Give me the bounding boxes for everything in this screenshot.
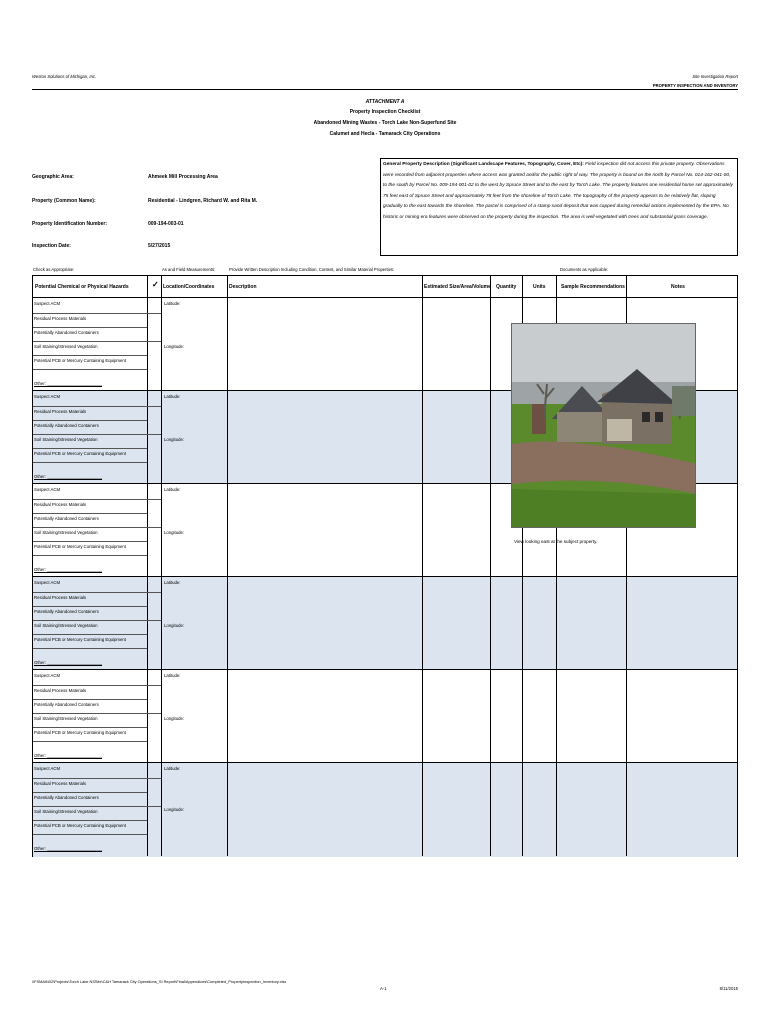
hazard-pcb-mercury: Potential PCB or Mercury Containing Equipment bbox=[34, 358, 126, 363]
hazard-abandoned-containers: Potentially Abandoned Containers bbox=[34, 702, 99, 707]
hazard-row-rule bbox=[33, 806, 161, 807]
col-size-header: Estimated Size/Area/Volume bbox=[424, 284, 491, 290]
group-divider bbox=[33, 669, 737, 670]
hazard-suspect-acm: Suspect ACM bbox=[34, 301, 61, 306]
property-id-value: 009-194-003-01 bbox=[148, 221, 184, 227]
col-location-header: Location/Coordinates bbox=[163, 284, 215, 290]
hazard-row-rule bbox=[33, 434, 161, 435]
report-subtitle: PROPERTY INSPECTION AND INVENTORY bbox=[652, 83, 738, 88]
inspection-date-value: 5/27/2015 bbox=[148, 243, 171, 249]
longitude-label: Longitude: bbox=[164, 344, 185, 349]
documents-applicable-label: Documents as Applicable: bbox=[560, 267, 609, 272]
hazard-abandoned-containers: Potentially Abandoned Containers bbox=[34, 423, 99, 428]
hazard-row-rule bbox=[33, 713, 161, 714]
header-rule bbox=[32, 89, 738, 90]
hazard-pcb-mercury: Potential PCB or Mercury Containing Equipment bbox=[34, 730, 126, 735]
hazard-row-rule bbox=[33, 648, 147, 649]
hazard-row-rule bbox=[33, 620, 161, 621]
header-divider bbox=[33, 297, 737, 298]
col-description-header: Description bbox=[229, 284, 257, 290]
hazard-row-rule bbox=[33, 341, 161, 342]
hazard-abandoned-containers: Potentially Abandoned Containers bbox=[34, 795, 99, 800]
group-divider bbox=[33, 762, 737, 763]
hazard-suspect-acm: Suspect ACM bbox=[34, 394, 61, 399]
hazard-row-rule bbox=[33, 327, 147, 328]
longitude-label: Longitude: bbox=[164, 807, 185, 812]
col-divider bbox=[147, 276, 148, 856]
hazard-row-rule bbox=[33, 369, 147, 370]
longitude-label: Longitude: bbox=[164, 437, 185, 442]
check-appropriate-label: Check as Appropriate: bbox=[33, 267, 75, 272]
hazard-row-rule bbox=[33, 778, 161, 779]
geo-area-label: Geographic Area: bbox=[32, 174, 74, 180]
footer-page-number: A-1 bbox=[380, 986, 387, 991]
hazard-other: Other: _______________________ bbox=[34, 381, 103, 386]
hazard-abandoned-containers: Potentially Abandoned Containers bbox=[34, 609, 99, 614]
col-sample-header: Sample Recommendations bbox=[561, 284, 625, 290]
hazard-row-rule bbox=[33, 462, 147, 463]
hazard-abandoned-containers: Potentially Abandoned Containers bbox=[34, 330, 99, 335]
hazard-row-rule bbox=[33, 406, 161, 407]
hazard-residual-process: Residual Process Materials bbox=[34, 409, 87, 414]
project-title: Abandoned Mining Wastes - Torch Lake Non-Superfund Site bbox=[313, 120, 457, 126]
row-group-band-4 bbox=[33, 576, 737, 669]
hazard-row-rule bbox=[33, 355, 147, 356]
longitude-label: Longitude: bbox=[164, 623, 185, 628]
hazard-residual-process: Residual Process Materials bbox=[34, 781, 87, 786]
hazard-pcb-mercury: Potential PCB or Mercury Containing Equipment bbox=[34, 823, 126, 828]
hazard-pcb-mercury: Potential PCB or Mercury Containing Equipment bbox=[34, 451, 126, 456]
col-divider bbox=[422, 276, 423, 856]
written-description-label: Provide Written Description Including Condition, Content, and Similar Material Properties: bbox=[229, 267, 395, 272]
col-quantity-header: Quantity bbox=[496, 284, 517, 290]
hazard-row-rule bbox=[33, 741, 147, 742]
latitude-label: Latitude: bbox=[164, 580, 181, 585]
hazard-residual-process: Residual Process Materials bbox=[34, 688, 87, 693]
hazard-abandoned-containers: Potentially Abandoned Containers bbox=[34, 516, 99, 521]
hazard-row-rule bbox=[33, 634, 147, 635]
general-description-text: Field inspection did not access this private property. Observations were recorded from adjacent properties where access was granted and/or the public right of way. The property is bound on the north by Parcel No. 014-162-041-00, to the south by Parcel No. 009-194-001-02 to the west by Spruce Street and to the east by Torch Lake. The property features one residential home set approximately 75 feet east of Spruce Street and approximately 78 feet from the shoreline of Torch Lake. The topography of the property appears to be relatively flat, sloping gradually to the east towards the shoreline. The parcel is comprised of a stamp sand deposit that was capped during remedial actions implemented by the EPA. No historic or mining era features were observed on the property during the inspection. The area is well-vegetated with trees and substantial grass coverage. bbox=[383, 162, 733, 220]
general-description-label: General Property Description (Significant Landscape Features, Topography, Cover, Etc): bbox=[383, 162, 584, 167]
checklist-title: Property Inspection Checklist bbox=[349, 109, 421, 115]
col-divider bbox=[227, 276, 228, 856]
hazard-row-rule bbox=[33, 792, 147, 793]
hazard-soil-staining: Soil Staining/Stressed Vegetation bbox=[34, 344, 98, 349]
footer-date: 8/11/2015 bbox=[719, 986, 738, 991]
geo-area-value: Ahmeek Mill Processing Area bbox=[148, 174, 218, 180]
checkmark-header-icon: ✓ bbox=[152, 280, 159, 289]
row-group-band-6 bbox=[33, 762, 737, 857]
hazard-other: Other: _______________________ bbox=[34, 567, 103, 572]
col-divider bbox=[490, 276, 491, 856]
hazard-residual-process: Residual Process Materials bbox=[34, 502, 87, 507]
hazard-soil-staining: Soil Staining/Stressed Vegetation bbox=[34, 716, 98, 721]
hazard-row-rule bbox=[33, 499, 161, 500]
hazard-row-rule bbox=[33, 592, 161, 593]
hazard-row-rule bbox=[33, 606, 147, 607]
hazard-suspect-acm: Suspect ACM bbox=[34, 487, 61, 492]
hazard-row-rule bbox=[33, 527, 161, 528]
latitude-label: Latitude: bbox=[164, 487, 181, 492]
col-notes-header: Notes bbox=[671, 284, 685, 290]
photo-caption: View looking east at the subject property. bbox=[514, 539, 598, 544]
hazard-pcb-mercury: Potential PCB or Mercury Containing Equipment bbox=[34, 544, 126, 549]
latitude-label: Latitude: bbox=[164, 673, 181, 678]
hazard-soil-staining: Soil Staining/Stressed Vegetation bbox=[34, 437, 98, 442]
hazard-suspect-acm: Suspect ACM bbox=[34, 580, 61, 585]
col-divider bbox=[161, 276, 162, 856]
hazard-other: Other: _______________________ bbox=[34, 753, 103, 758]
hazard-suspect-acm: Suspect ACM bbox=[34, 673, 61, 678]
hazard-residual-process: Residual Process Materials bbox=[34, 316, 87, 321]
hazard-row-rule bbox=[33, 834, 147, 835]
hazard-soil-staining: Soil Staining/Stressed Vegetation bbox=[34, 623, 98, 628]
attachment-title: ATTACHMENT A bbox=[365, 99, 405, 105]
hazard-residual-process: Residual Process Materials bbox=[34, 595, 87, 600]
house-photo-illustration bbox=[512, 324, 696, 528]
general-description-box bbox=[380, 158, 738, 256]
report-type: Site Investigation Report bbox=[692, 74, 738, 79]
hazard-other: Other: _______________________ bbox=[34, 660, 103, 665]
latitude-label: Latitude: bbox=[164, 301, 181, 306]
hazard-pcb-mercury: Potential PCB or Mercury Containing Equipment bbox=[34, 637, 126, 642]
company-name: Weston Solutions of Michigan, Inc. bbox=[32, 74, 97, 79]
hazard-row-rule bbox=[33, 685, 161, 686]
property-id-label: Property Identification Number: bbox=[32, 221, 108, 227]
hazard-suspect-acm: Suspect ACM bbox=[34, 766, 61, 771]
inspection-date-label: Inspection Date: bbox=[32, 243, 71, 249]
col-hazards-header: Potential Chemical or Physical Hazards bbox=[35, 284, 129, 290]
col-units-header: Units bbox=[533, 284, 546, 290]
footer-file-path: \\FSMAIN02\Projects\Torch Lake NSSite\C&H Tamarack City Operations_SI Report\Final\Appendices\Completed_PropertyInspection_Inventory.xlsx bbox=[32, 979, 287, 984]
latitude-label: Latitude: bbox=[164, 394, 181, 399]
hazard-row-rule bbox=[33, 541, 147, 542]
hazard-row-rule bbox=[33, 727, 147, 728]
property-name-label: Property (Common Name): bbox=[32, 198, 96, 204]
property-photo bbox=[511, 323, 696, 528]
hazard-row-rule bbox=[33, 699, 147, 700]
hazard-row-rule bbox=[33, 820, 147, 821]
hazard-other: Other: _______________________ bbox=[34, 846, 103, 851]
hazard-row-rule bbox=[33, 448, 147, 449]
longitude-label: Longitude: bbox=[164, 530, 185, 535]
latitude-label: Latitude: bbox=[164, 766, 181, 771]
field-measurements-label: As and Field Measurements: bbox=[162, 267, 216, 272]
longitude-label: Longitude: bbox=[164, 716, 185, 721]
hazard-row-rule bbox=[33, 420, 147, 421]
operations-title: Calumet and Hecla - Tamarack City Operations bbox=[329, 131, 441, 137]
hazard-row-rule bbox=[33, 513, 147, 514]
hazard-soil-staining: Soil Staining/Stressed Vegetation bbox=[34, 530, 98, 535]
hazard-soil-staining: Soil Staining/Stressed Vegetation bbox=[34, 809, 98, 814]
property-name-value: Residential - Lindgren, Richard W. and Rita M. bbox=[148, 198, 258, 204]
group-divider bbox=[33, 576, 737, 577]
hazard-row-rule bbox=[33, 313, 161, 314]
hazard-row-rule bbox=[33, 555, 147, 556]
hazard-other: Other: _______________________ bbox=[34, 474, 103, 479]
